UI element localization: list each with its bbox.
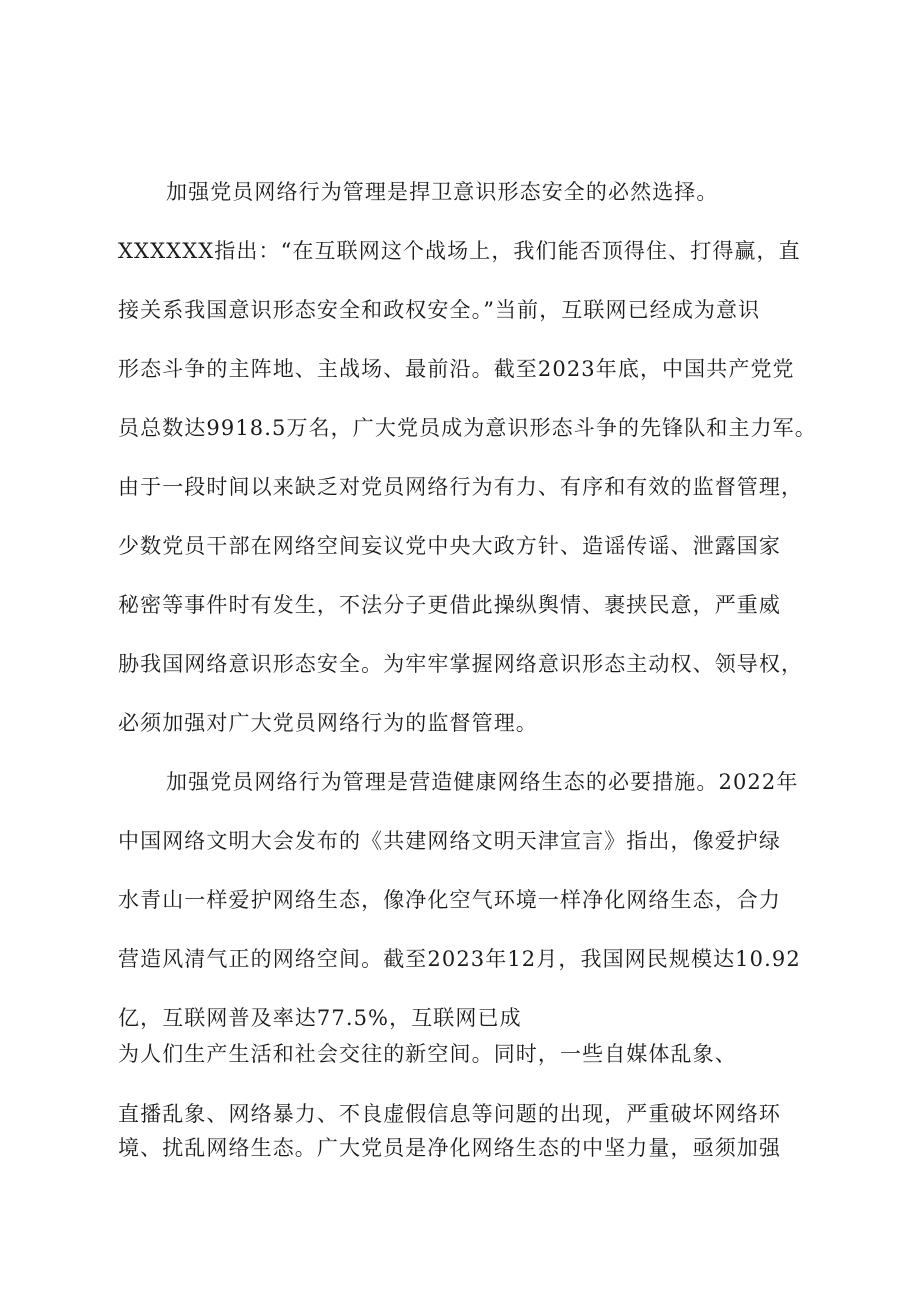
paragraph-1-line-4: 形态斗争的主阵地、主战场、最前沿。截至2023年底，中国共产党党 [118,357,795,381]
paragraph-1-line-7: 少数党员干部在网络空间妄议党中央大政方针、造谣传谣、泄露国家 [118,534,781,558]
paragraph-2-line-7: 直播乱象、网络暴力、不良虚假信息等问题的出现，严重破坏网络环 [118,1102,781,1126]
paragraph-1-line-5: 员总数达9918.5万名，广大党员成为意识形态斗争的先锋队和主力军。 [118,416,817,440]
paragraph-2-line-8: 境、扰乱网络生态。广大党员是净化网络生态的中坚力量，亟须加强 [118,1136,781,1160]
paragraph-1-line-3: 接关系我国意识形态安全和政权安全。”当前，互联网已经成为意识 [118,298,761,322]
paragraph-1-line-8: 秘密等事件时有发生，不法分子更借此操纵舆情、裹挟民意，严重威 [118,593,781,617]
paragraph-2-line-6: 为人们生产生活和社会交往的新空间。同时，一些自媒体乱象、 [118,1042,737,1066]
paragraph-1-line-10: 必须加强对广大党员网络行为的监督管理。 [118,711,538,735]
paragraph-2-line-1: 加强党员网络行为管理是营造健康网络生态的必要措施。2022年 [166,770,799,794]
paragraph-2-line-3: 水青山一样爱护网络生态，像净化空气环境一样净化网络生态，合力 [118,888,781,912]
paragraph-2-line-2: 中国网络文明大会发布的《共建网络文明天津宣言》指出，像爱护绿 [118,829,781,853]
paragraph-2-line-4: 营造风清气正的网络空间。截至2023年12月，我国网民规模达10.92 [118,947,801,971]
paragraph-1-line-1: 加强党员网络行为管理是捍卫意识形态安全的必然选择。 [166,180,719,204]
paragraph-2-line-5: 亿，互联网普及率达77.5%，互联网已成 [118,1006,522,1030]
paragraph-1-line-9: 胁我国网络意识形态安全。为牢牢掌握网络意识形态主动权、领导权， [118,652,804,676]
paragraph-1-line-2: XXXXXX指出：“在互联网这个战场上，我们能否顶得住、打得赢，直 [118,239,801,263]
paragraph-1-line-6: 由于一段时间以来缺乏对党员网络行为有力、有序和有效的监督管理， [118,475,804,499]
